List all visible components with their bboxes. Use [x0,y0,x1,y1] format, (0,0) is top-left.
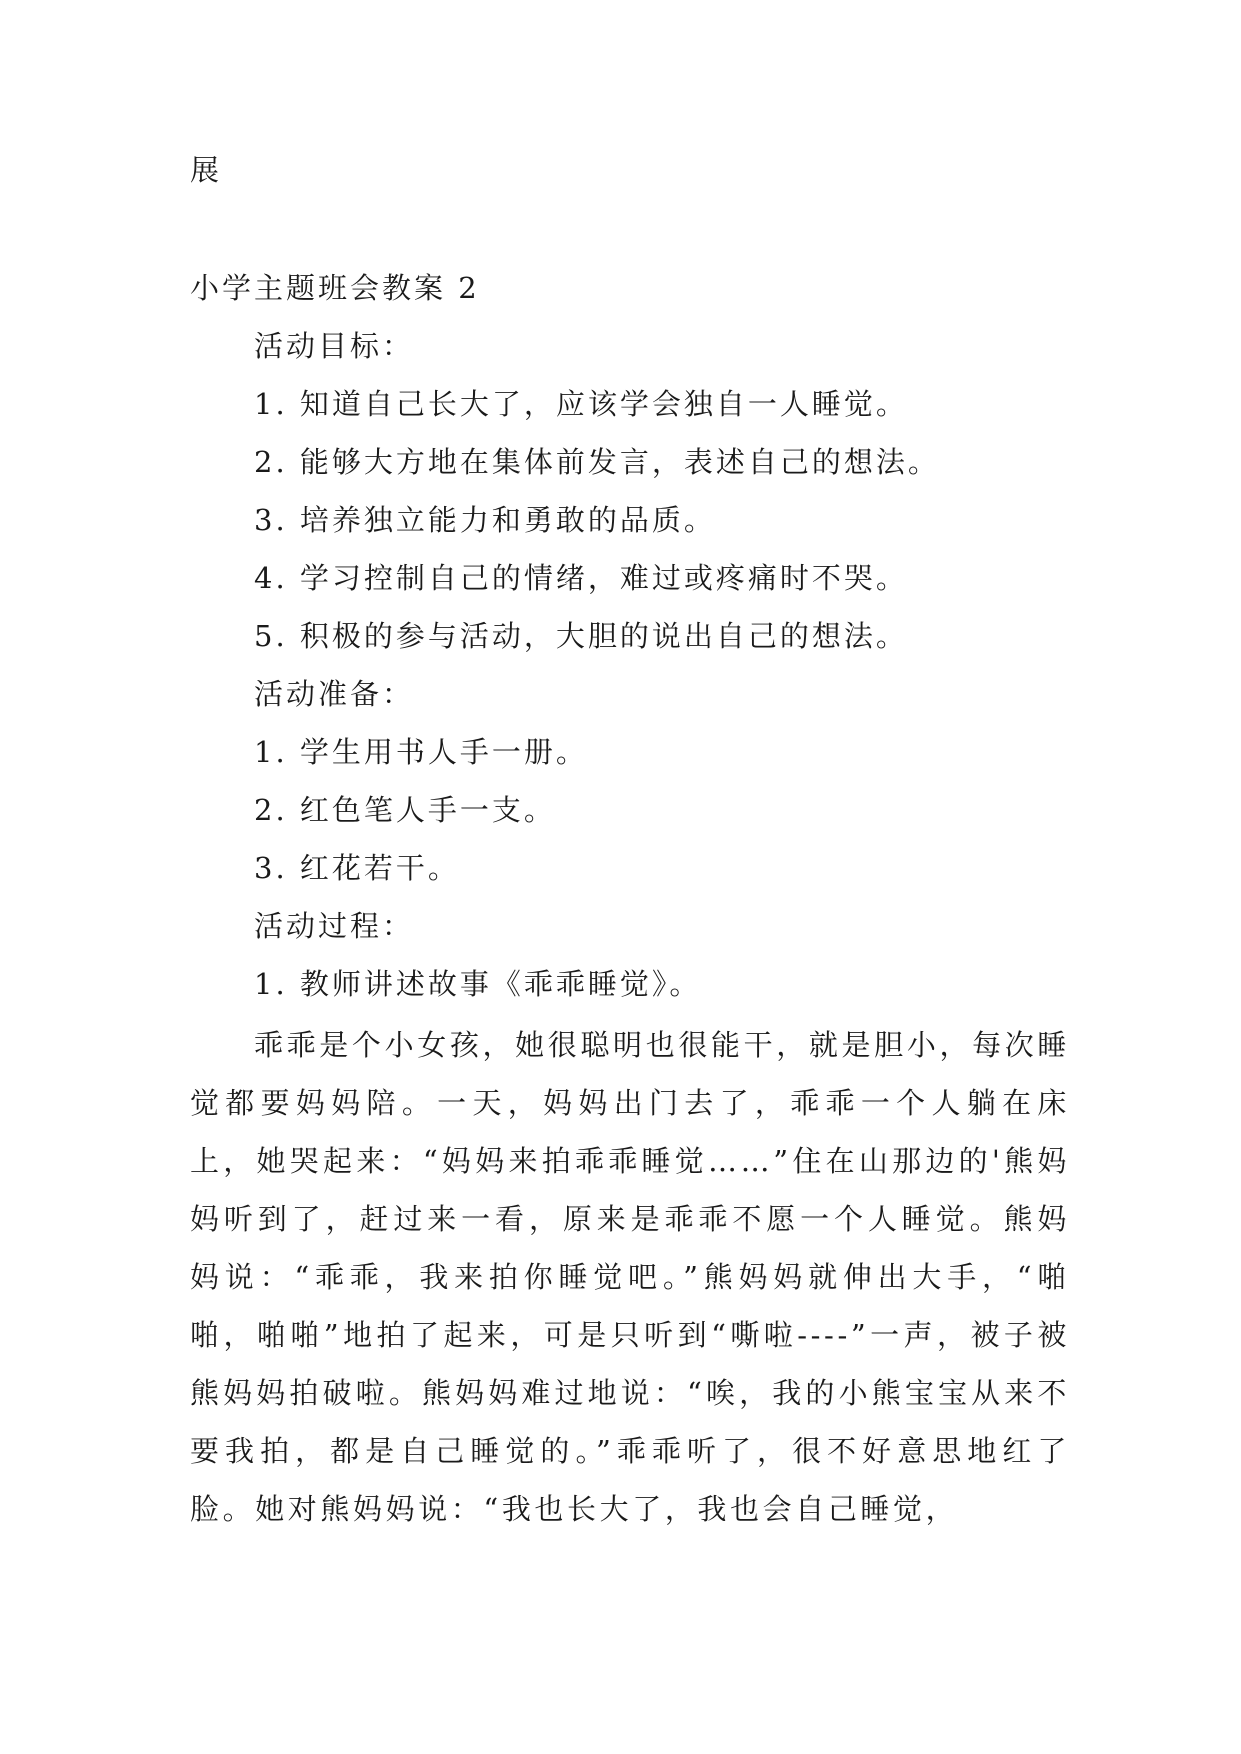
story-paragraph: 乖乖是个小女孩，她很聪明也很能干，就是胆小，每次睡觉都要妈妈陪。一天，妈妈出门去了，乖乖一个人躺在床上，她哭起来：“妈妈来拍乖乖睡觉……”住在山那边的'熊妈妈听到了，赶过来一看，原来是乖乖不愿一个人睡觉。熊妈妈说：“乖乖，我来拍你睡觉吧。”熊妈妈就伸出大手，“啪啪，啪啪”地拍了起来，可是只听到“嘶啦----”一声，被子被熊妈妈拍破啦。熊妈妈难过地说：“唉，我的小熊宝宝从来不要我拍，都是自己睡觉的。”乖乖听了，很不好意思地红了脸。她对熊妈妈说：“我也长大了，我也会自己睡觉， [190,1028,1070,1526]
section-title: 小学主题班会教案 2 [190,271,480,305]
goal-item-4: 4. 学习控制自己的情绪，难过或疼痛时不哭。 [254,561,908,595]
goal-item-3: 3. 培养独立能力和勇敢的品质。 [254,503,716,537]
prep-item-1: 1. 学生用书人手一册。 [254,735,588,769]
prep-item-3: 3. 红花若干。 [254,851,460,885]
heading-process: 活动过程： [254,909,415,943]
goal-item-1: 1. 知道自己长大了，应该学会独自一人睡觉。 [254,387,908,421]
goal-item-2: 2. 能够大方地在集体前发言，表述自己的想法。 [254,445,940,479]
process-item-1: 1. 教师讲述故事《乖乖睡觉》。 [254,967,702,1001]
goal-item-5: 5. 积极的参与活动，大胆的说出自己的想法。 [254,619,908,653]
continued-text: 展 [190,153,223,187]
heading-preparation: 活动准备： [254,677,415,711]
prep-item-2: 2. 红色笔人手一支。 [254,793,556,827]
heading-goals: 活动目标： [254,329,415,363]
